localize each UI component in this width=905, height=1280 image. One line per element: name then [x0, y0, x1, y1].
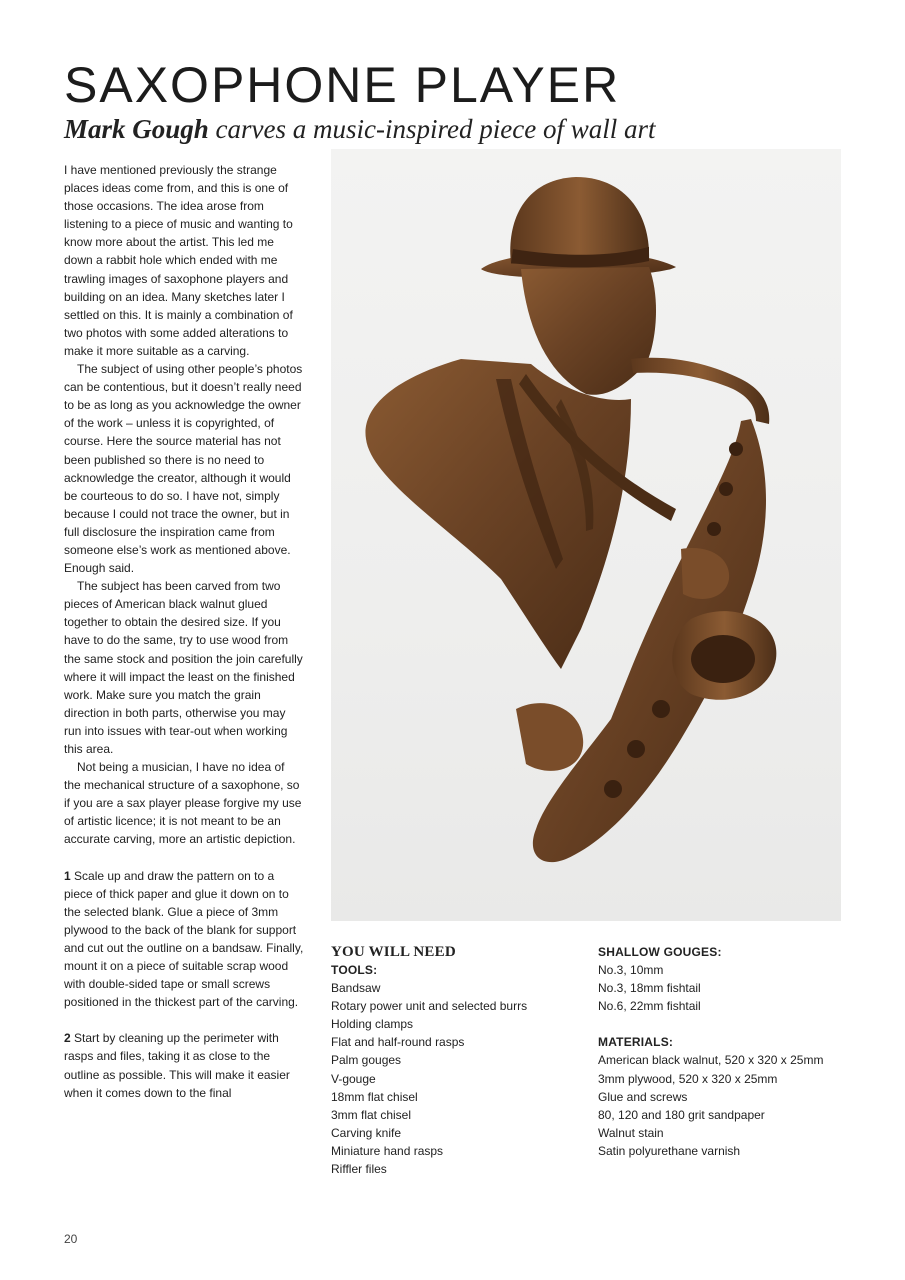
- list-item: Palm gouges: [331, 1053, 402, 1068]
- list-item: Walnut stain: [598, 1125, 664, 1140]
- saxophone-carving-photo: [331, 149, 841, 921]
- body-paragraph: I have mentioned previously the strange places ideas come from, and this is one of those occasions. The idea arose from listening to a piece of music and wanting to know more about the artist. This led me down a rabbit hole which ended with me trawling images of saxophone players and building on an idea. Many sketches later I settled on this. It is mainly a combination of two photos with some added alterations to make it more suitable as a carving.: [64, 163, 293, 358]
- step-number: 2: [64, 1031, 71, 1046]
- body-column: [64, 161, 304, 1102]
- subtitle-rest: carves a music-inspired piece of wall art: [208, 114, 656, 144]
- list-item: Glue and screws: [598, 1089, 688, 1104]
- subtitle-author: Mark Gough: [64, 114, 209, 144]
- list-item: V-gouge: [331, 1071, 376, 1086]
- list-item: Rotary power unit and selected burrs: [331, 999, 528, 1014]
- list-item: Riffler files: [331, 1162, 387, 1177]
- you-will-need-heading: YOU WILL NEED: [331, 944, 456, 960]
- article-title: SAXOPHONE PLAYER: [64, 57, 621, 113]
- list-item: Satin polyurethane varnish: [598, 1143, 741, 1158]
- list-item: Holding clamps: [331, 1017, 414, 1032]
- list-item: No.6, 22mm fishtail: [598, 999, 701, 1014]
- you-will-need-column: [331, 943, 586, 1178]
- list-item: 18mm flat chisel: [331, 1089, 418, 1104]
- list-item: 3mm flat chisel: [331, 1107, 412, 1122]
- list-item: American black walnut, 520 x 320 x 25mm: [598, 1053, 824, 1068]
- tools-list: [331, 979, 586, 1178]
- list-item: Carving knife: [331, 1125, 402, 1140]
- step-1: [64, 867, 304, 1012]
- materials-list: [598, 1051, 858, 1160]
- list-item: 80, 120 and 180 grit sandpaper: [598, 1107, 765, 1122]
- page-number: 20: [64, 1232, 78, 1246]
- shallow-gouges-heading: SHALLOW GOUGES:: [598, 945, 722, 959]
- list-item: No.3, 18mm fishtail: [598, 981, 701, 996]
- list-item: No.3, 10mm: [598, 963, 664, 978]
- list-item: Miniature hand rasps: [331, 1143, 444, 1158]
- step-number: 1: [64, 868, 71, 883]
- body-paragraph: Not being a musician, I have no idea of the mechanical structure of a saxophone, so if you are a sax player please forgive my use of artistic licence; it is not meant to be an accurate carving, more an artistic depiction.: [64, 760, 302, 847]
- gouges-materials-column: [598, 943, 858, 1160]
- list-item: Flat and half-round rasps: [331, 1035, 465, 1050]
- step-text: Scale up and draw the pattern on to a piece of thick paper and glue it down on to the selected blank. Glue a piece of 3mm plywood to the back of the blank for support and cut out the outline on a bandsaw. Finally, mount it on a piece of suitable scrap wood with double-sided tape or small screws positioned in the thickest part of the carving.: [64, 868, 304, 1010]
- step-text: Start by cleaning up the perimeter with rasps and files, taking it as close to the outline as possible. This will make it easier when it comes down to the final: [64, 1031, 290, 1100]
- article-subtitle: [64, 112, 655, 146]
- step-2: [64, 1029, 304, 1101]
- tools-heading: TOOLS:: [331, 963, 378, 977]
- materials-heading: MATERIALS:: [598, 1035, 674, 1050]
- sax-neck: [631, 358, 769, 424]
- hat-crown: [510, 177, 649, 264]
- body-paragraph: The subject of using other people’s photos can be contentious, but it doesn’t really need to be as long as you acknowledge the owner of the work – unless it is copyrighted, of course. Here the source material has not been published so there is no need to acknowledge the creator, although it would be courteous to do so. I have not, simply because I could not trace the owner, but in full disclosure the inspiration came from someone else’s work as mentioned above. Enough said.: [64, 362, 303, 576]
- list-item: Bandsaw: [331, 981, 381, 996]
- hand-lower: [516, 703, 583, 771]
- body-paragraph: The subject has been carved from two pieces of American black walnut glued together to obtain the desired size. If you have to do the same, try to use wood from the same stock and position the join carefully where it will impact the least on the finished work. Make sure you match the grain direction in both parts, otherwise you may run into issues with tear-out when working this area.: [64, 579, 303, 756]
- gouges-list: [598, 961, 858, 1015]
- list-item: 3mm plywood, 520 x 320 x 25mm: [598, 1071, 778, 1086]
